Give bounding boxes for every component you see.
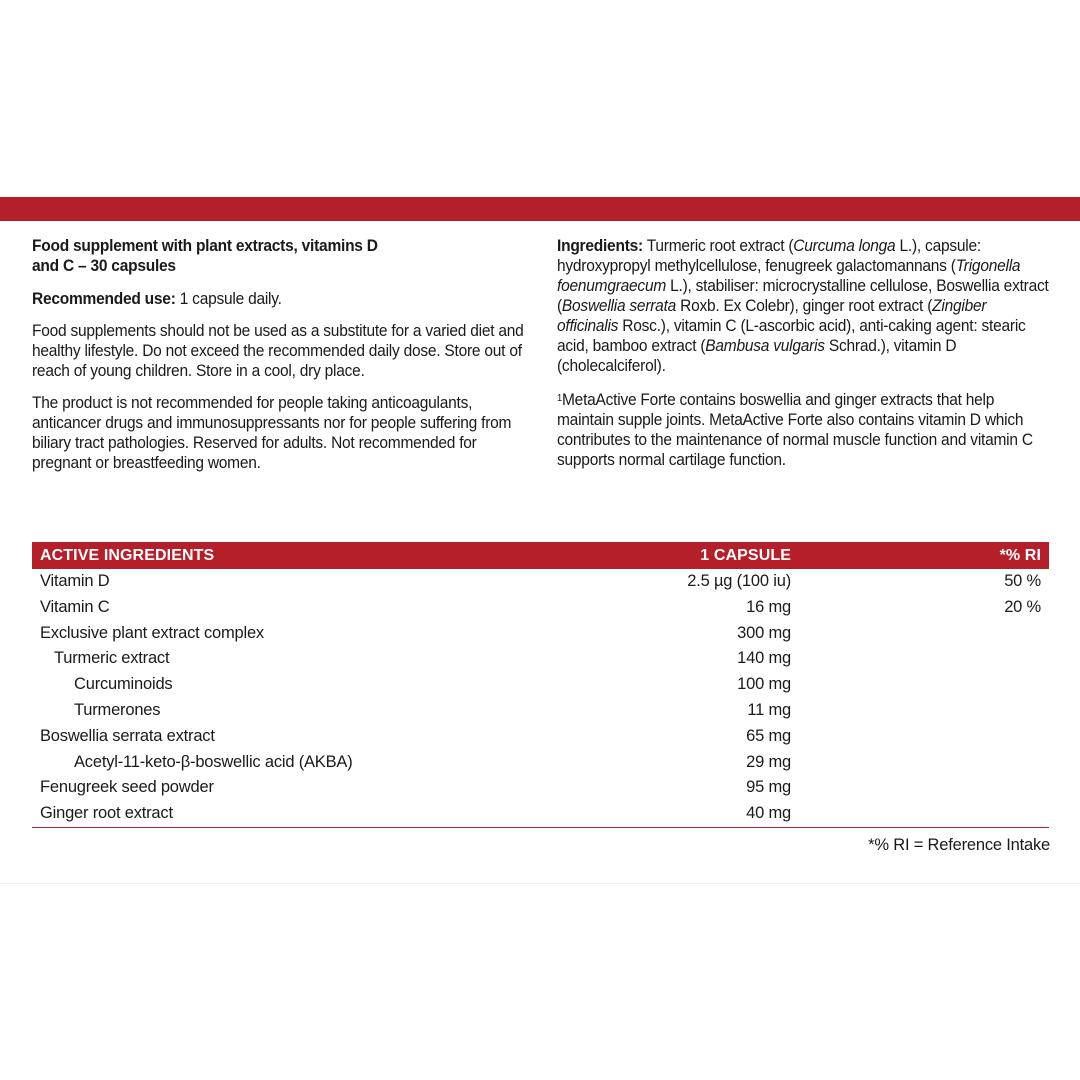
ingredient-ri: 50 % xyxy=(1004,572,1041,590)
ingredients-label: Ingredients: xyxy=(557,237,643,255)
table-row xyxy=(32,750,1049,776)
ingredients-text: Schrad.), vitamin D (cholecalciferol). xyxy=(557,337,957,375)
health-claim xyxy=(557,390,1050,470)
product-title-line2: and C – 30 capsules xyxy=(32,257,176,275)
ingredient-ri xyxy=(963,698,1049,724)
ingredient-ri xyxy=(963,672,1049,698)
ingredient-ri: 20 % xyxy=(1004,597,1041,616)
ingredients-text: Rosc.), vitamin C (L-ascorbic acid), anti-caking agent: stearic acid, bamboo extract ( xyxy=(557,317,1026,355)
claim-superscript: 1 xyxy=(557,393,562,404)
ingredient-name: Fenugreek seed powder xyxy=(40,778,214,797)
ingredient-amount: 16 mg xyxy=(746,597,791,616)
ingredient-amount: 40 mg xyxy=(498,801,964,827)
table-row xyxy=(32,724,1049,750)
ingredient-ri xyxy=(963,801,1049,827)
ri-footnote: *% RI = Reference Intake xyxy=(868,836,1050,854)
latin-name: Zingiber officinalis xyxy=(557,297,987,335)
table-row xyxy=(32,595,1049,621)
top-red-band xyxy=(0,197,1080,221)
latin-name: Bambusa vulgaris xyxy=(705,337,825,355)
bottom-divider xyxy=(0,883,1080,884)
ingredient-ri xyxy=(963,750,1049,776)
recommended-use xyxy=(32,289,530,309)
table-row xyxy=(32,775,1049,801)
header-per-capsule: 1 CAPSULE xyxy=(498,542,964,569)
table-row xyxy=(32,801,1049,827)
ingredients-text: Turmeric root extract ( xyxy=(642,237,794,255)
ingredient-name: Turmerones xyxy=(74,700,161,719)
ingredient-amount: 65 mg xyxy=(746,726,791,745)
header-ri: *% RI xyxy=(963,542,1049,569)
ingredient-ri xyxy=(963,724,1049,750)
recommended-use-text: 1 capsule daily. xyxy=(179,290,282,308)
latin-name: Trigonella foenumgraecum xyxy=(557,257,1021,295)
ingredient-ri xyxy=(963,775,1049,801)
ingredient-name: Ginger root extract xyxy=(32,801,498,827)
ingredient-ri xyxy=(963,621,1049,647)
table-row xyxy=(32,646,1049,672)
ingredients-paragraph xyxy=(557,236,1050,376)
recommended-use-label: Recommended use: xyxy=(32,290,176,308)
ingredients-text: L.), capsule: hydroxypropyl methylcellulose, fenugreek galactomannans ( xyxy=(557,237,981,275)
ingredient-amount: 100 mg xyxy=(737,675,791,694)
table-header-row xyxy=(32,542,1049,569)
ingredient-amount: 29 mg xyxy=(746,752,791,771)
ingredient-amount: 11 mg xyxy=(747,700,791,719)
right-column xyxy=(557,236,1052,482)
ingredient-name: Acetyl-11-keto-β-boswellic acid (AKBA) xyxy=(74,752,353,771)
warning-paragraph-2: The product is not recommended for people taking anticoagulants, anticancer drugs and immunosuppressants nor for people suffering from biliary tract pathologies. Reserved for adults. Not recommended for pregnant or breastfeeding women. xyxy=(32,394,512,472)
table-row xyxy=(32,698,1049,724)
ingredient-name: Vitamin D xyxy=(40,572,110,590)
product-title xyxy=(32,236,530,276)
claim-text: MetaActive Forte contains boswellia and ginger extracts that help maintain supple joints. MetaActive Forte also contains vitamin D which contributes to the maintenance of normal muscle function and vitamin C supports normal cartilage function. xyxy=(557,391,1033,469)
ingredient-name: Boswellia serrata extract xyxy=(40,726,215,745)
ingredient-name: Exclusive plant extract complex xyxy=(40,623,264,642)
ingredient-amount: 2.5 µg (100 iu) xyxy=(687,572,791,590)
ingredients-text: L.), stabiliser: microcrystalline cellulose, Boswellia extract ( xyxy=(557,277,1049,315)
header-active-ingredients: ACTIVE INGREDIENTS xyxy=(32,542,498,569)
ingredient-ri xyxy=(963,646,1049,672)
ingredient-name: Turmeric extract xyxy=(54,649,170,668)
product-title-line1: Food supplement with plant extracts, vitamins D xyxy=(32,237,378,255)
warning-paragraph-1: Food supplements should not be used as a substitute for a varied diet and healthy lifestyle. Do not exceed the recommended daily dose. Store out of reach of young children. Store in a cool, dry place. xyxy=(32,322,524,380)
active-ingredients-table xyxy=(32,542,1049,828)
ingredient-amount: 300 mg xyxy=(737,623,791,642)
table-row xyxy=(32,569,1049,595)
ingredient-amount: 95 mg xyxy=(746,778,791,797)
ingredients-text: Roxb. Ex Colebr), ginger root extract ( xyxy=(676,297,933,315)
latin-name: Curcuma longa xyxy=(793,237,896,255)
table-row xyxy=(32,672,1049,698)
nutrition-table-container xyxy=(32,542,1049,828)
ingredient-name: Curcuminoids xyxy=(74,675,173,694)
ingredient-amount: 140 mg xyxy=(737,649,791,668)
table-row xyxy=(32,621,1049,647)
ingredient-name: Vitamin C xyxy=(40,597,110,616)
latin-name: Boswellia serrata xyxy=(561,297,677,315)
left-column xyxy=(32,236,532,485)
